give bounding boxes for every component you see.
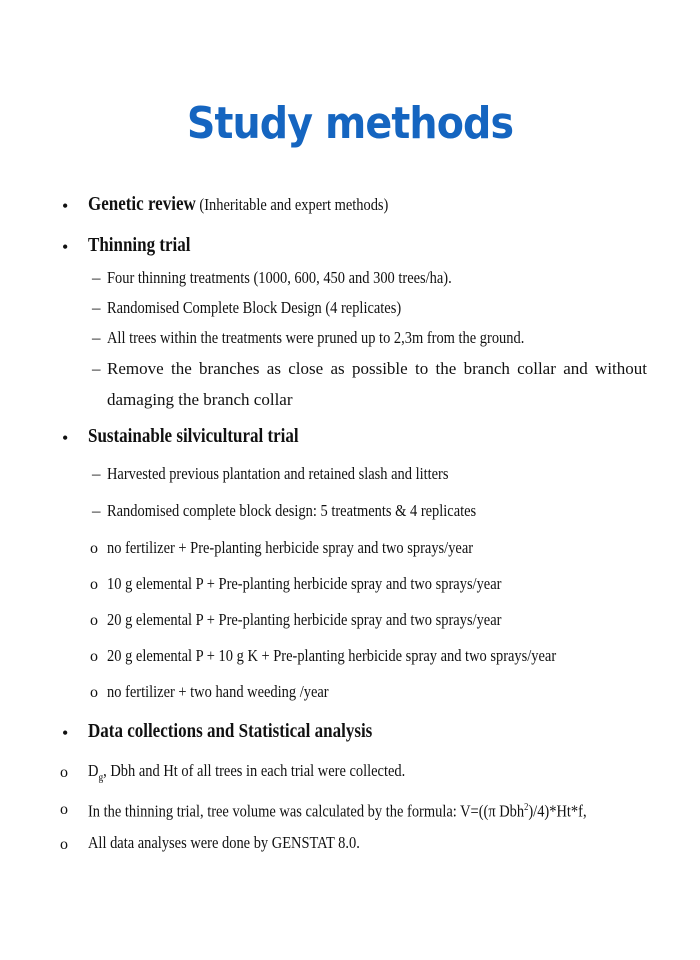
dash-icon: – [92, 501, 101, 520]
treatment-item: no fertilizer + Pre-planting herbicide spray and two sprays/year [107, 538, 474, 557]
dash-icon: – [92, 268, 101, 287]
dash-icon: – [92, 464, 101, 483]
thinning-item: All trees within the treatments were pruned up to 2,3m from the ground. [107, 328, 525, 347]
data-collection-item [88, 760, 405, 788]
genetic-review-heading: Genetic review [88, 193, 196, 215]
volume-text: In the thinning trial, tree volume was calculated by the formula: V=((π Dbh [88, 801, 525, 821]
bullet-icon: • [62, 428, 69, 448]
volume-text-end: )/4)*Ht*f, [528, 801, 587, 821]
genetic-review-note: (Inheritable and expert methods) [195, 195, 389, 214]
dash-icon: – [92, 298, 101, 317]
dash-icon: – [92, 328, 101, 347]
circle-bullet-icon: o [60, 764, 68, 781]
thinning-item: Four thinning treatments (1000, 600, 450 and 300 trees/ha). [107, 268, 452, 287]
circle-bullet-icon: o [90, 648, 98, 665]
treatment-item: 20 g elemental P + Pre-planting herbicide spray and two sprays/year [107, 610, 502, 629]
bullet-icon: • [62, 723, 69, 743]
sustainable-item: Harvested previous plantation and retained slash and litters [107, 464, 449, 483]
dg-symbol: D [88, 761, 99, 780]
bullet-icon: • [62, 196, 69, 216]
circle-bullet-icon: o [90, 612, 98, 629]
volume-superscript: 2 [524, 802, 529, 813]
treatment-item: 20 g elemental P + 10 g K + Pre-planting herbicide spray and two sprays/year [107, 646, 557, 665]
sustainable-trial-heading: Sustainable silvicultural trial [88, 425, 299, 447]
sustainable-item: Randomised complete block design: 5 treatments & 4 replicates [107, 501, 477, 520]
thinning-item: Remove the branches as close as possible to the branch collar and without damaging the branch collar [107, 359, 647, 409]
treatment-item: no fertilizer + two hand weeding /year [107, 682, 329, 701]
circle-bullet-icon: o [90, 576, 98, 593]
page-title: Study methods [186, 98, 514, 149]
volume-formula-item [88, 797, 587, 823]
data-collection-heading: Data collections and Statistical analysis [88, 720, 373, 742]
treatment-item: 10 g elemental P + Pre-planting herbicide spray and two sprays/year [107, 574, 502, 593]
dg-text: , Dbh and Ht of all trees in each trial were collected. [103, 761, 406, 780]
genetic-review-item [88, 193, 388, 216]
bullet-icon: • [62, 237, 69, 257]
circle-bullet-icon: o [60, 801, 68, 818]
dash-icon: – [92, 359, 101, 378]
thinning-item: Randomised Complete Block Design (4 replicates) [107, 298, 402, 317]
thinning-trial-heading: Thinning trial [88, 234, 191, 256]
circle-bullet-icon: o [60, 836, 68, 853]
data-collection-item: All data analyses were done by GENSTAT 8.0. [88, 833, 360, 852]
circle-bullet-icon: o [90, 684, 98, 701]
circle-bullet-icon: o [90, 540, 98, 557]
dg-subscript: g [98, 771, 104, 784]
